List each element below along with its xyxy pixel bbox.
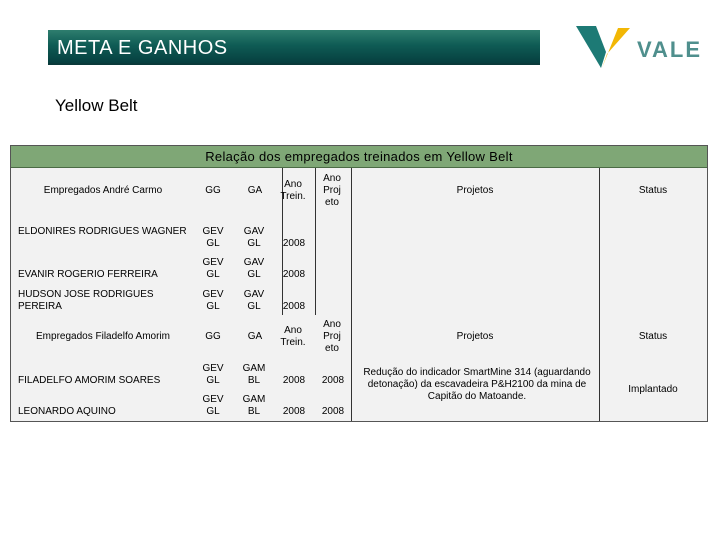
- column-header-ano-projeto: Ano Proj eto: [323, 319, 341, 354]
- column-header-employees: Empregados André Carmo: [43, 185, 163, 196]
- column-header-ga: GA: [247, 331, 263, 342]
- table-row-gg: GEV GL: [202, 394, 224, 417]
- column-header-status: Status: [638, 185, 668, 196]
- table-row-ano-projeto: 2008: [321, 406, 345, 417]
- status-value: Implantado: [628, 384, 678, 395]
- column-header-ano-trein: Ano Trein.: [280, 179, 306, 202]
- column-header-ga: GA: [247, 185, 263, 196]
- column-header-ano-projeto: Ano Proj eto: [323, 173, 341, 208]
- table-row-ano-trein: 2008: [282, 238, 306, 249]
- table-row-ano-trein: 2008: [282, 406, 306, 417]
- column-header-gg: GG: [205, 331, 221, 342]
- section-subtitle: Yellow Belt: [55, 96, 138, 115]
- logo-text: VALE: [637, 37, 703, 62]
- table-row-ga: GAM BL: [242, 363, 266, 386]
- column-header-gg: GG: [205, 185, 221, 196]
- page-title: META E GANHOS: [57, 37, 228, 59]
- grid-line: [315, 168, 316, 315]
- employees-table: [10, 145, 708, 422]
- table-row-name: FILADELFO AMORIM SOARES: [18, 375, 161, 386]
- table-row-name: ELDONIRES RODRIGUES WAGNER: [18, 226, 187, 237]
- vale-logo: [574, 22, 703, 74]
- column-header-employees: Empregados Filadelfo Amorim: [36, 331, 170, 342]
- table-title: Relação dos empregados treinados em Yellow Belt: [11, 146, 707, 168]
- vale-logo-mark-icon: [574, 22, 634, 72]
- table-row-name: HUDSON JOSE RODRIGUES PEREIRA: [18, 289, 154, 312]
- table-row-name: EVANIR ROGERIO FERREIRA: [18, 269, 158, 280]
- table-row-gg: GEV GL: [202, 363, 224, 386]
- table-row-ga: GAV GL: [243, 289, 265, 312]
- table-row-ga: GAM BL: [242, 394, 266, 417]
- table-row-ga: GAV GL: [243, 257, 265, 280]
- grid-line: [351, 168, 352, 421]
- table-row-ano-trein: 2008: [282, 269, 306, 280]
- table-row-ano-trein: 2008: [282, 375, 306, 386]
- column-header-projetos: Projetos: [456, 331, 494, 342]
- grid-line: [599, 168, 600, 421]
- table-row-name: LEONARDO AQUINO: [18, 406, 116, 417]
- column-header-projetos: Projetos: [456, 185, 494, 196]
- project-description: Redução do indicador SmartMine 314 (aguardando detonação) da escavadeira P&H2100 da mina de Capitão do Matoande.: [363, 367, 591, 402]
- table-row-gg: GEV GL: [202, 289, 224, 312]
- table-row-gg: GEV GL: [202, 257, 224, 280]
- table-row-ano-trein: 2008: [282, 301, 306, 312]
- table-row-gg: GEV GL: [202, 226, 224, 249]
- table-row-ano-projeto: 2008: [321, 375, 345, 386]
- title-bar: [48, 30, 540, 65]
- column-header-status: Status: [638, 331, 668, 342]
- table-row-ga: GAV GL: [243, 226, 265, 249]
- column-header-ano-trein: Ano Trein.: [280, 325, 306, 348]
